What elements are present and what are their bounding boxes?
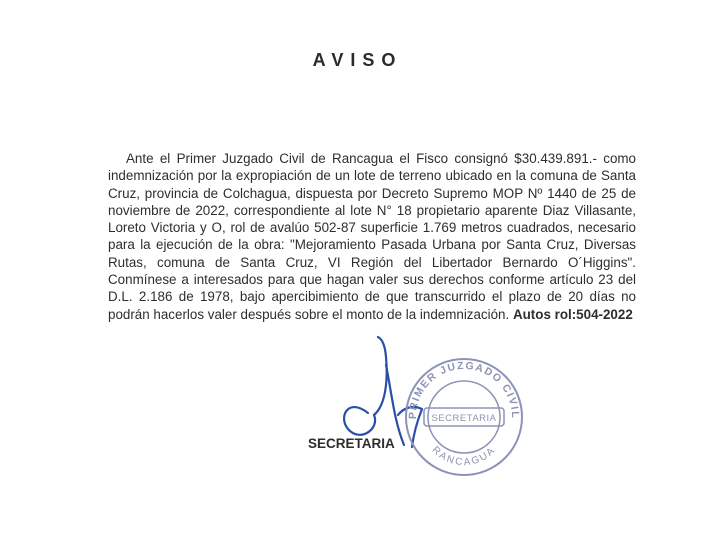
notice-body: [108, 150, 636, 323]
notice-paragraph-text: Ante el Primer Juzgado Civil de Rancagua el Fisco consignó $30.439.891.- como indemnización por la expropiación de un lote de terreno ubicado en la comuna de Santa Cruz, provincia de Colchagua, dispuesta por Decreto Supremo MOP Nº 1440 de 25 de noviembre de 2022, correspondiente al lote N° 18 propietario aparente Diaz Villasante, Loreto Victoria y O, rol de avalúo 502-87 superficie 1.769 metros cuadrados, necesario para la ejecución de la obra: "Mejoramiento Pasada Urbana por Santa Cruz, Diversas Rutas, comuna de Santa Cruz, VI Región del Libertador Bernardo O´Higgins". Conmínese a interesados para que hagan valer sus derechos conforme artículo 23 del D.L. 2.186 de 1978, bajo apercibimiento de que transcurrido el plazo de 20 días no podrán hacerlos valer después sobre el monto de la indemnización.: [108, 151, 636, 322]
case-reference: Autos rol:504-2022: [512, 306, 633, 322]
stamp-bottom-text: RANCAGUA: [429, 444, 499, 469]
stamp-center-text: SECRETARIA: [431, 413, 497, 424]
notice-title: AVISO: [312, 50, 403, 70]
notice-paragraph: [108, 150, 636, 323]
stamp-top-text: PRIMER JUZGADO CIVIL: [406, 359, 522, 420]
signature-label: SECRETARIA: [308, 436, 395, 451]
court-stamp: [398, 355, 530, 479]
